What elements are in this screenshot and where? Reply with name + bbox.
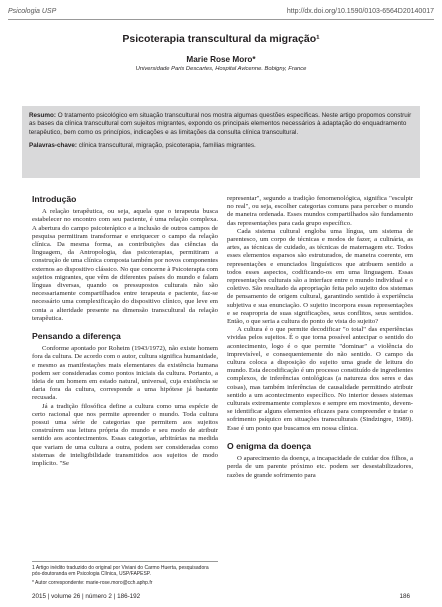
body-paragraph: A cultura é o que permite decodificar "o total" das experiências vividas pelos sujeitos. É o que torna possível antecipar o sentido do acontecimento, logo é o que permite "dominar" a violência do imprevisível, e consequentemente do não sentido. O campo da cultura coloca a disposição do sujeito uma grade de leitura do mundo. Esta decodificação é um processo constituído de ingredientes complexos, de inferências ontológicas (a natureza dos seres e das coisas), mas também inferências de causalidade permitindo atribuir sentido a um acontecimento específico. No interior desses sistemas culturais extremamente complexos e sempre em movimento, devem-se identificar alguns elementos eficazes para compreender e tratar o sofrimento psíquico em situações transculturais (Sindzingre, 1989). Esse é um ponto que buscamos em nossa clínica.	[227, 326, 413, 432]
section-heading-introduction: Introdução	[32, 194, 77, 204]
citation-info: 2015 | volume 26 | número 2 | 186-192	[32, 593, 141, 600]
abstract-label: Resumo:	[29, 112, 56, 119]
section-heading-enigma: O enigma da doença	[227, 440, 312, 451]
body-paragraph: O aparecimento da doença, a incapacidade de cuidar dos filhos, a perda de um parente próximo etc. podem ser desestabilizadores, razões de grande sofrimento para	[227, 455, 413, 479]
header-divider	[8, 19, 434, 20]
keywords-paragraph	[29, 142, 413, 150]
abstract-paragraph	[29, 112, 413, 137]
page-number: 186	[399, 593, 410, 600]
body-paragraph: A relação terapêutica, ou seja, aquela que o terapeuta busca estabelecer no encontro com seu paciente, é uma relação complexa. A abertura do campo psicoterápico e a inclusão de outros campos de pesquisa permitiram transformar e enriquecer o campo da relação clínica. Da mesma forma, as contribuições das ciências da linguagem, da Antropologia, das psicoterapias, permitiram a construção de uma clínica composta também por novos componentes externos ao dispositivo clássico. No que concerne à Psicoterapia com sujeitos migrantes, que vêm de diferentes países do mundo e falam línguas diversas, quando os pressupostos culturais não são necessariamente compartilhados entre terapeuta e paciente, faz-se necessário uma complexificação do dispositivo clínico, que leve em conta a alteridade presente na dimensão transcultural da relação terapêutica.	[32, 208, 218, 322]
body-paragraph: representar", segundo a tradição fenomenológica, significa "esculpir no real", ou seja, escolher categorias comuns para perceber o mundo de maneira ordenada. Esses mundos compartilhados são fundamento das representações para cada grupo específico.	[227, 195, 413, 227]
section-heading-pensando: Pensando a diferença	[32, 331, 121, 342]
left-column	[32, 195, 218, 468]
author-affiliation: Universidade Paris Descartes, Hospital Avicenne. Bobigny, France	[135, 66, 307, 72]
right-column	[227, 195, 413, 480]
article-title: Psicoterapia transcultural da migração¹	[122, 33, 320, 45]
journal-name: Psicologia USP	[8, 8, 57, 15]
page-footer	[32, 593, 410, 600]
footnote-corresponding-author: * Autor correspondente: marie-rose.moro@cch.aphp.fr	[32, 579, 153, 586]
doi-link[interactable]: http://dx.doi.org/10.1590/0103-6564D20140017	[286, 8, 434, 15]
footnotes	[32, 561, 218, 588]
abstract-box	[22, 106, 420, 178]
keywords-label: Palavras-chave:	[29, 141, 77, 149]
abstract-text: O tratamento psicológico em situação transcultural nos mostra algumas questões específicas. Neste artigo propomos construir as bases da clínica transcultural com sujeitos migrantes, expondo os principais elementos necessários à adaptação do enquadramento terapêutico, bem como os princípios, indicações e as limitações da consulta clínica transcultural.	[29, 112, 412, 136]
footnote-1: 1 Artigo inédito traduzido do original por Viviani do Carmo Huerta, pesquisadora pós-doutoranda em Psicologia Clínica, USP/FAPESP.	[32, 565, 209, 578]
body-paragraph: Conforme apontado por Roheim (1943/1972), não existe homem fora da cultura. De acordo com o autor, cultura significa humanidade, e mesmo as manifestações mais elementares da existência humana podem ser consideradas como pontos iniciais da cultura. Portanto, a ideia de um homem em estado natural, universal, cuja existência se daria fora da cultura, corresponde a uma hipótese já bastante recusada.	[32, 345, 218, 402]
keywords-text: clínica transcultural, migração, psicoterapia, famílias migrantes.	[76, 141, 256, 149]
body-paragraph: Já a tradição filosófica define a cultura como uma espécie de certo racional que nos permite apreender o mundo. Toda cultura possui uma série de categorias que permitem aos sujeitos construírem sua leitura própria do mundo e seu modo de atribuir sentido aos acontecimentos. Essas categorias, arbitrárias na medida que variam de uma cultura a outra, podem ser consideradas como sistemas de inteligibilidade transmitidos aos sujeitos de modo implícito. "Se	[32, 402, 218, 468]
body-paragraph: Cada sistema cultural engloba uma língua, um sistema de parentesco, um corpo de técnicas e modos de fazer, a culinária, as artes, as técnicas de cuidado, as técnicas de maternagem etc. Todos esses elementos esparsos são estruturados, de maneira coerente, em representações e enunciados linguísticos que atribuem sentido a todos esses aspectos, codificando-os em uma linguagem. Essas representações culturais são a interface entre o mundo individual e o coletivo. São resultado da apropriação feita pelo sujeito dos sistemas de pensamento de origem cultural, garantindo sentido à experiência subjetiva e sua enunciação. O sujeito incorpora essas representações e se reapropria de suas significações, seus conflitos, seus sentidos. Então, o que seria a cultura do ponto de vista do sujeito?	[227, 227, 413, 326]
author-name: Marie Rose Moro*	[186, 55, 256, 64]
